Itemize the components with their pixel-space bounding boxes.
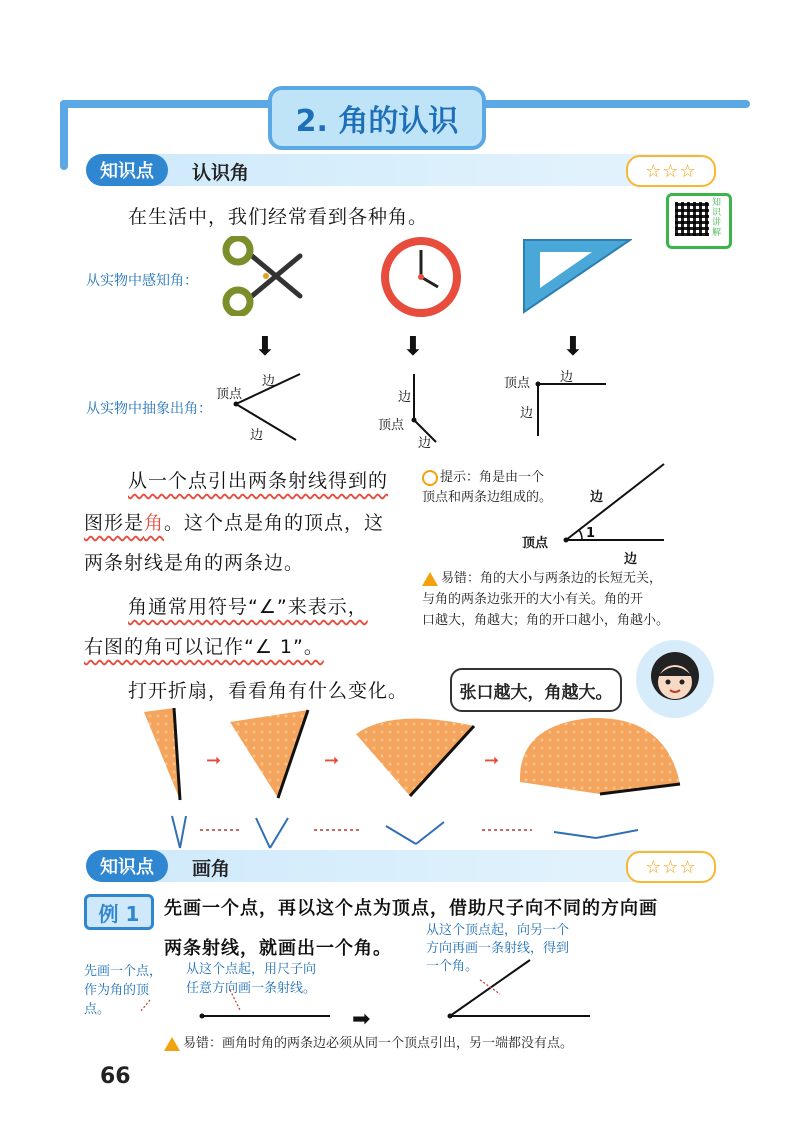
set-square-icon — [522, 236, 632, 316]
step-2-text: 从这个点起，用尺子向 任意方向画一条射线。 — [186, 962, 317, 996]
title-decor-line-left — [60, 100, 68, 170]
vertex-label: 顶点 — [378, 418, 405, 433]
knowledge-badge-2: 知识点 — [86, 850, 168, 882]
mistake-note-1: 易错：角的大小与两条边的长短无关， 与角的两条边张开的大小有关。角的开 口越大，角越大；角的开口越小，角越小。 — [422, 571, 670, 628]
side-label: 边 — [560, 370, 574, 385]
warning-icon — [422, 572, 438, 586]
svg-text:➞: ➞ — [484, 750, 500, 771]
fan-text: 打开折扇，看看角有什么变化。 — [128, 680, 409, 702]
symbol-line-1: 角通常用符号“∠”来表示， — [128, 596, 368, 618]
step-3-text: 从这个顶点起，向另一个 方向再画一条射线，得到 一个角。 — [426, 923, 570, 974]
knowledge-label-1: 认识角 — [192, 162, 250, 184]
symbol-line-2: 右图的角可以记作“∠ 1”。 — [84, 636, 324, 658]
abstract-angle-3 — [530, 376, 610, 440]
difficulty-stars-2: ☆☆☆ — [626, 851, 716, 883]
scissors-icon — [220, 236, 310, 316]
definition-line-1: 从一个点引出两条射线得到的 — [128, 470, 389, 492]
side-label: 边 — [624, 552, 638, 567]
tip-angle-diagram — [560, 460, 670, 546]
example-badge: 例 1 — [84, 894, 154, 930]
step-1-text: 先画一个点， 作为角的顶 点。 — [84, 964, 163, 1017]
angle-number: 1 — [586, 526, 596, 541]
speech-bubble: 张口越大，角越大。 — [450, 668, 622, 712]
mistake-note-2: 易错：画角时角的两条边必须从同一个顶点引出，另一端都没有点。 — [164, 1032, 573, 1051]
down-arrow-icon: ⬇ — [562, 332, 584, 362]
side-label: 边 — [250, 428, 264, 443]
fan-sequence — [130, 704, 690, 804]
side-label: 边 — [418, 436, 432, 451]
perceive-label: 从实物中感知角： — [86, 273, 198, 289]
warning-icon — [164, 1037, 180, 1051]
definition-line-2: 图形是角。这个点是角的顶点，这 — [84, 512, 385, 534]
side-label: 边 — [590, 490, 604, 505]
knowledge-badge-1: 知识点 — [86, 154, 168, 186]
clock-icon — [378, 234, 464, 320]
lightbulb-icon — [422, 470, 438, 486]
knowledge-label-2: 画角 — [192, 858, 231, 880]
vertex-label: 顶点 — [522, 536, 549, 551]
side-label: 边 — [520, 406, 534, 421]
draw-angle-steps — [90, 950, 650, 1030]
definition-line-3: 两条射线是角的两条边。 — [84, 552, 305, 574]
qr-label: 知识讲解 — [712, 198, 722, 238]
page-number: 66 — [100, 1064, 131, 1089]
intro-text: 在生活中，我们经常看到各种角。 — [128, 206, 429, 228]
page-title: 2. 角的认识 — [268, 86, 486, 150]
down-arrow-icon: ⬇ — [402, 332, 424, 362]
side-label: 边 — [262, 374, 276, 389]
svg-text:➡: ➡ — [352, 1007, 371, 1030]
vertex-label: 顶点 — [504, 376, 531, 391]
example-line-1: 先画一个点，再以这个点为顶点，借助尺子向不同的方向画 — [164, 898, 658, 919]
tip-box: 提示：角是由一个 顶点和两条边组成的。 — [422, 470, 553, 505]
svg-text:➞: ➞ — [206, 750, 222, 771]
knowledge-bar-1 — [86, 154, 712, 186]
abstract-label: 从实物中抽象出角： — [86, 401, 212, 417]
side-label: 边 — [398, 390, 412, 405]
qr-code-icon — [675, 202, 709, 236]
qr-code[interactable] — [666, 193, 732, 249]
vertex-label: 顶点 — [216, 387, 243, 402]
svg-text:➞: ➞ — [324, 750, 340, 771]
fan-angle-sequence — [160, 812, 700, 852]
down-arrow-icon: ⬇ — [254, 332, 276, 362]
knowledge-bar-2 — [86, 850, 712, 882]
example-line-2: 两条射线，就画出一个角。 — [164, 938, 392, 959]
difficulty-stars-1: ☆☆☆ — [626, 155, 716, 187]
